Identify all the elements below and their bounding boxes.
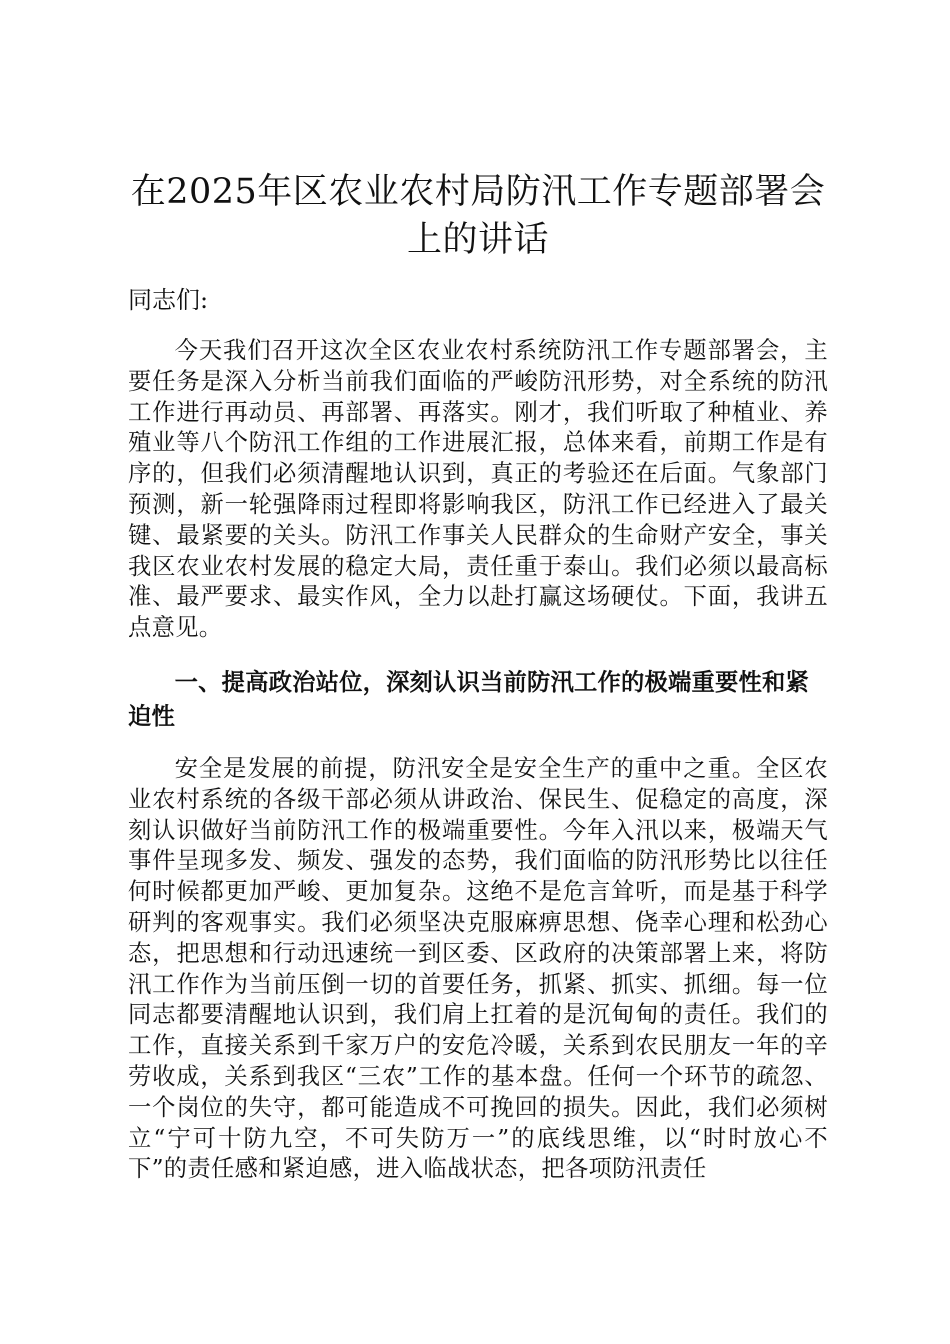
document-page <box>128 168 828 1207</box>
salutation: 同志们: <box>128 286 209 314</box>
section-heading-1: 一、提高政治站位，深刻认识当前防汛工作的极端重要性和紧迫性 <box>128 668 810 730</box>
opening-paragraph: 今天我们召开这次全区农业农村系统防汛工作专题部署会，主要任务是深入分析当前我们面临的严峻防汛形势，对全系统的防汛工作进行再动员、再部署、再落实。刚才，我们听取了种植业、养殖业等八个防汛工作组的工作进展汇报，总体来看，前期工作是有序的，但我们必须清醒地认识到，真正的考验还在后面。气象部门预测，新一轮强降雨过程即将影响我区，防汛工作已经进入了最关键、最紧要的关头。防汛工作事关人民群众的生命财产安全，事关我区农业农村发展的稳定大局，责任重于泰山。我们必须以最高标准、最严要求、最实作风，全力以赴打赢这场硬仗。下面，我讲五点意见。 <box>128 337 828 642</box>
document-title: 在2025年区农业农村局防汛工作专题部署会上的讲话 <box>130 172 826 260</box>
section-1-paragraph: 安全是发展的前提，防汛安全是安全生产的重中之重。全区农业农村系统的各级干部必须从讲政治、保民生、促稳定的高度，深刻认识做好当前防汛工作的极端重要性。今年入汛以来，极端天气事件呈现多发、频发、强发的态势，我们面临的防汛形势比以往任何时候都更加严峻、更加复杂。这绝不是危言耸听，而是基于科学研判的客观事实。我们必须坚决克服麻痹思想、侥幸心理和松劲心态，把思想和行动迅速统一到区委、区政府的决策部署上来，将防汛工作作为当前压倒一切的首要任务，抓紧、抓实、抓细。每一位同志都要清醒地认识到，我们肩上扛着的是沉甸甸的责任。我们的工作，直接关系到千家万户的安危冷暖，关系到农民朋友一年的辛劳收成，关系到我区“三农”工作的基本盘。任何一个环节的疏忽、一个岗位的失守，都可能造成不可挽回的损失。因此，我们必须树立“宁可十防九空，不可失防万一”的底线思维，以“时时放心不下”的责任感和紧迫感，进入临战状态，把各项防汛责任 <box>128 754 828 1183</box>
